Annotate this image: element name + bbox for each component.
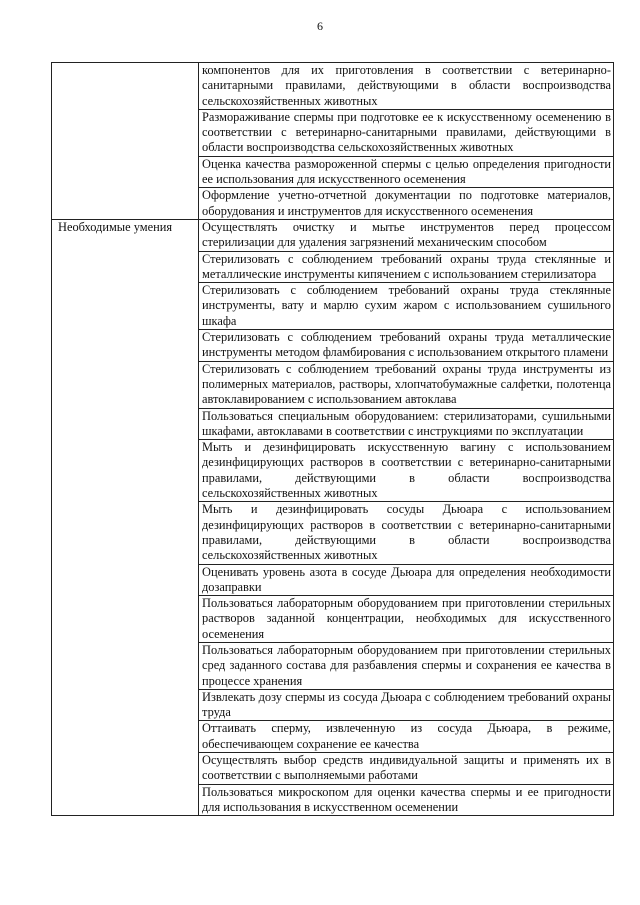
table-row (52, 219, 614, 251)
row-text: Стерилизовать с соблюдением требований охраны труда инструменты из полимерных материалов, растворы, хлопчатобумажные салфетки, полотенца автоклавированием с использованием автоклава (199, 361, 614, 408)
row-text: Стерилизовать с соблюдением требований охраны труда стеклянные инструменты, вату и марлю сухим жаром с использованием сушильного шкафа (199, 283, 614, 330)
row-text: Стерилизовать с соблюдением требований охраны труда металлические инструменты методом фламбирования с использованием открытого пламени (199, 330, 614, 362)
row-text: Размораживание спермы при подготовке ее к искусственному осеменению в соответствии с ветеринарно-санитарными правилами, действующими в области воспроизводства сельскохозяйственных животных (199, 109, 614, 156)
competency-table (51, 62, 614, 816)
row-text: Пользоваться специальным оборудованием: стерилизаторами, сушильными шкафами, автоклавами в соответствии с инструкциями по эксплуатации (199, 408, 614, 440)
row-text: Пользоваться микроскопом для оценки качества спермы и ее пригодности для использования в искусственном осеменении (199, 784, 614, 816)
row-text: Оценивать уровень азота в сосуде Дьюара для определения необходимости дозаправки (199, 564, 614, 596)
row-text: компонентов для их приготовления в соответствии с ветеринарно-санитарными правилами, действующими в области воспроизводства сельскохозяйственных животных (199, 63, 614, 110)
row-text: Извлекать дозу спермы из сосуда Дьюара с соблюдением требований охраны труда (199, 689, 614, 721)
row-text: Пользоваться лабораторным оборудованием при приготовлении стерильных растворов заданной концентрации, необходимых для искусственного осеменения (199, 596, 614, 643)
table-row (52, 63, 614, 110)
row-label-empty (52, 63, 199, 220)
row-text: Осуществлять выбор средств индивидуальной защиты и применять их в соответствии с выполняемыми работами (199, 753, 614, 785)
page-number: 6 (317, 19, 323, 33)
section-label-required-skills: Необходимые умения (52, 219, 199, 815)
row-text: Оценка качества размороженной спермы с целью определения пригодности ее использования для искусственного осеменения (199, 156, 614, 188)
row-text: Мыть и дезинфицировать сосуды Дьюара с использованием дезинфицирующих растворов в соответствии с ветеринарно-санитарными правилами, действующими в области воспроизводства сельскохозяйственных животных (199, 502, 614, 564)
row-text: Оформление учетно-отчетной документации по подготовке материалов, оборудования и инструментов для искусственного осеменения (199, 188, 614, 220)
row-text: Пользоваться лабораторным оборудованием при приготовлении стерильных сред заданного состава для разбавления спермы и сохранения ее качества в процессе хранения (199, 642, 614, 689)
row-text: Оттаивать сперму, извлеченную из сосуда Дьюара, в режиме, обеспечивающем сохранение ее качества (199, 721, 614, 753)
row-text: Мыть и дезинфицировать искусственную вагину с использованием дезинфицирующих растворов в соответствии с ветеринарно-санитарными правилами, действующими в области воспроизводства сельскохозяйственных животных (199, 440, 614, 502)
row-text: Стерилизовать с соблюдением требований охраны труда стеклянные и металлические инструменты кипячением с использованием стерилизатора (199, 251, 614, 283)
row-text: Осуществлять очистку и мытье инструментов перед процессом стерилизации для удаления загрязнений механическим способом (199, 219, 614, 251)
